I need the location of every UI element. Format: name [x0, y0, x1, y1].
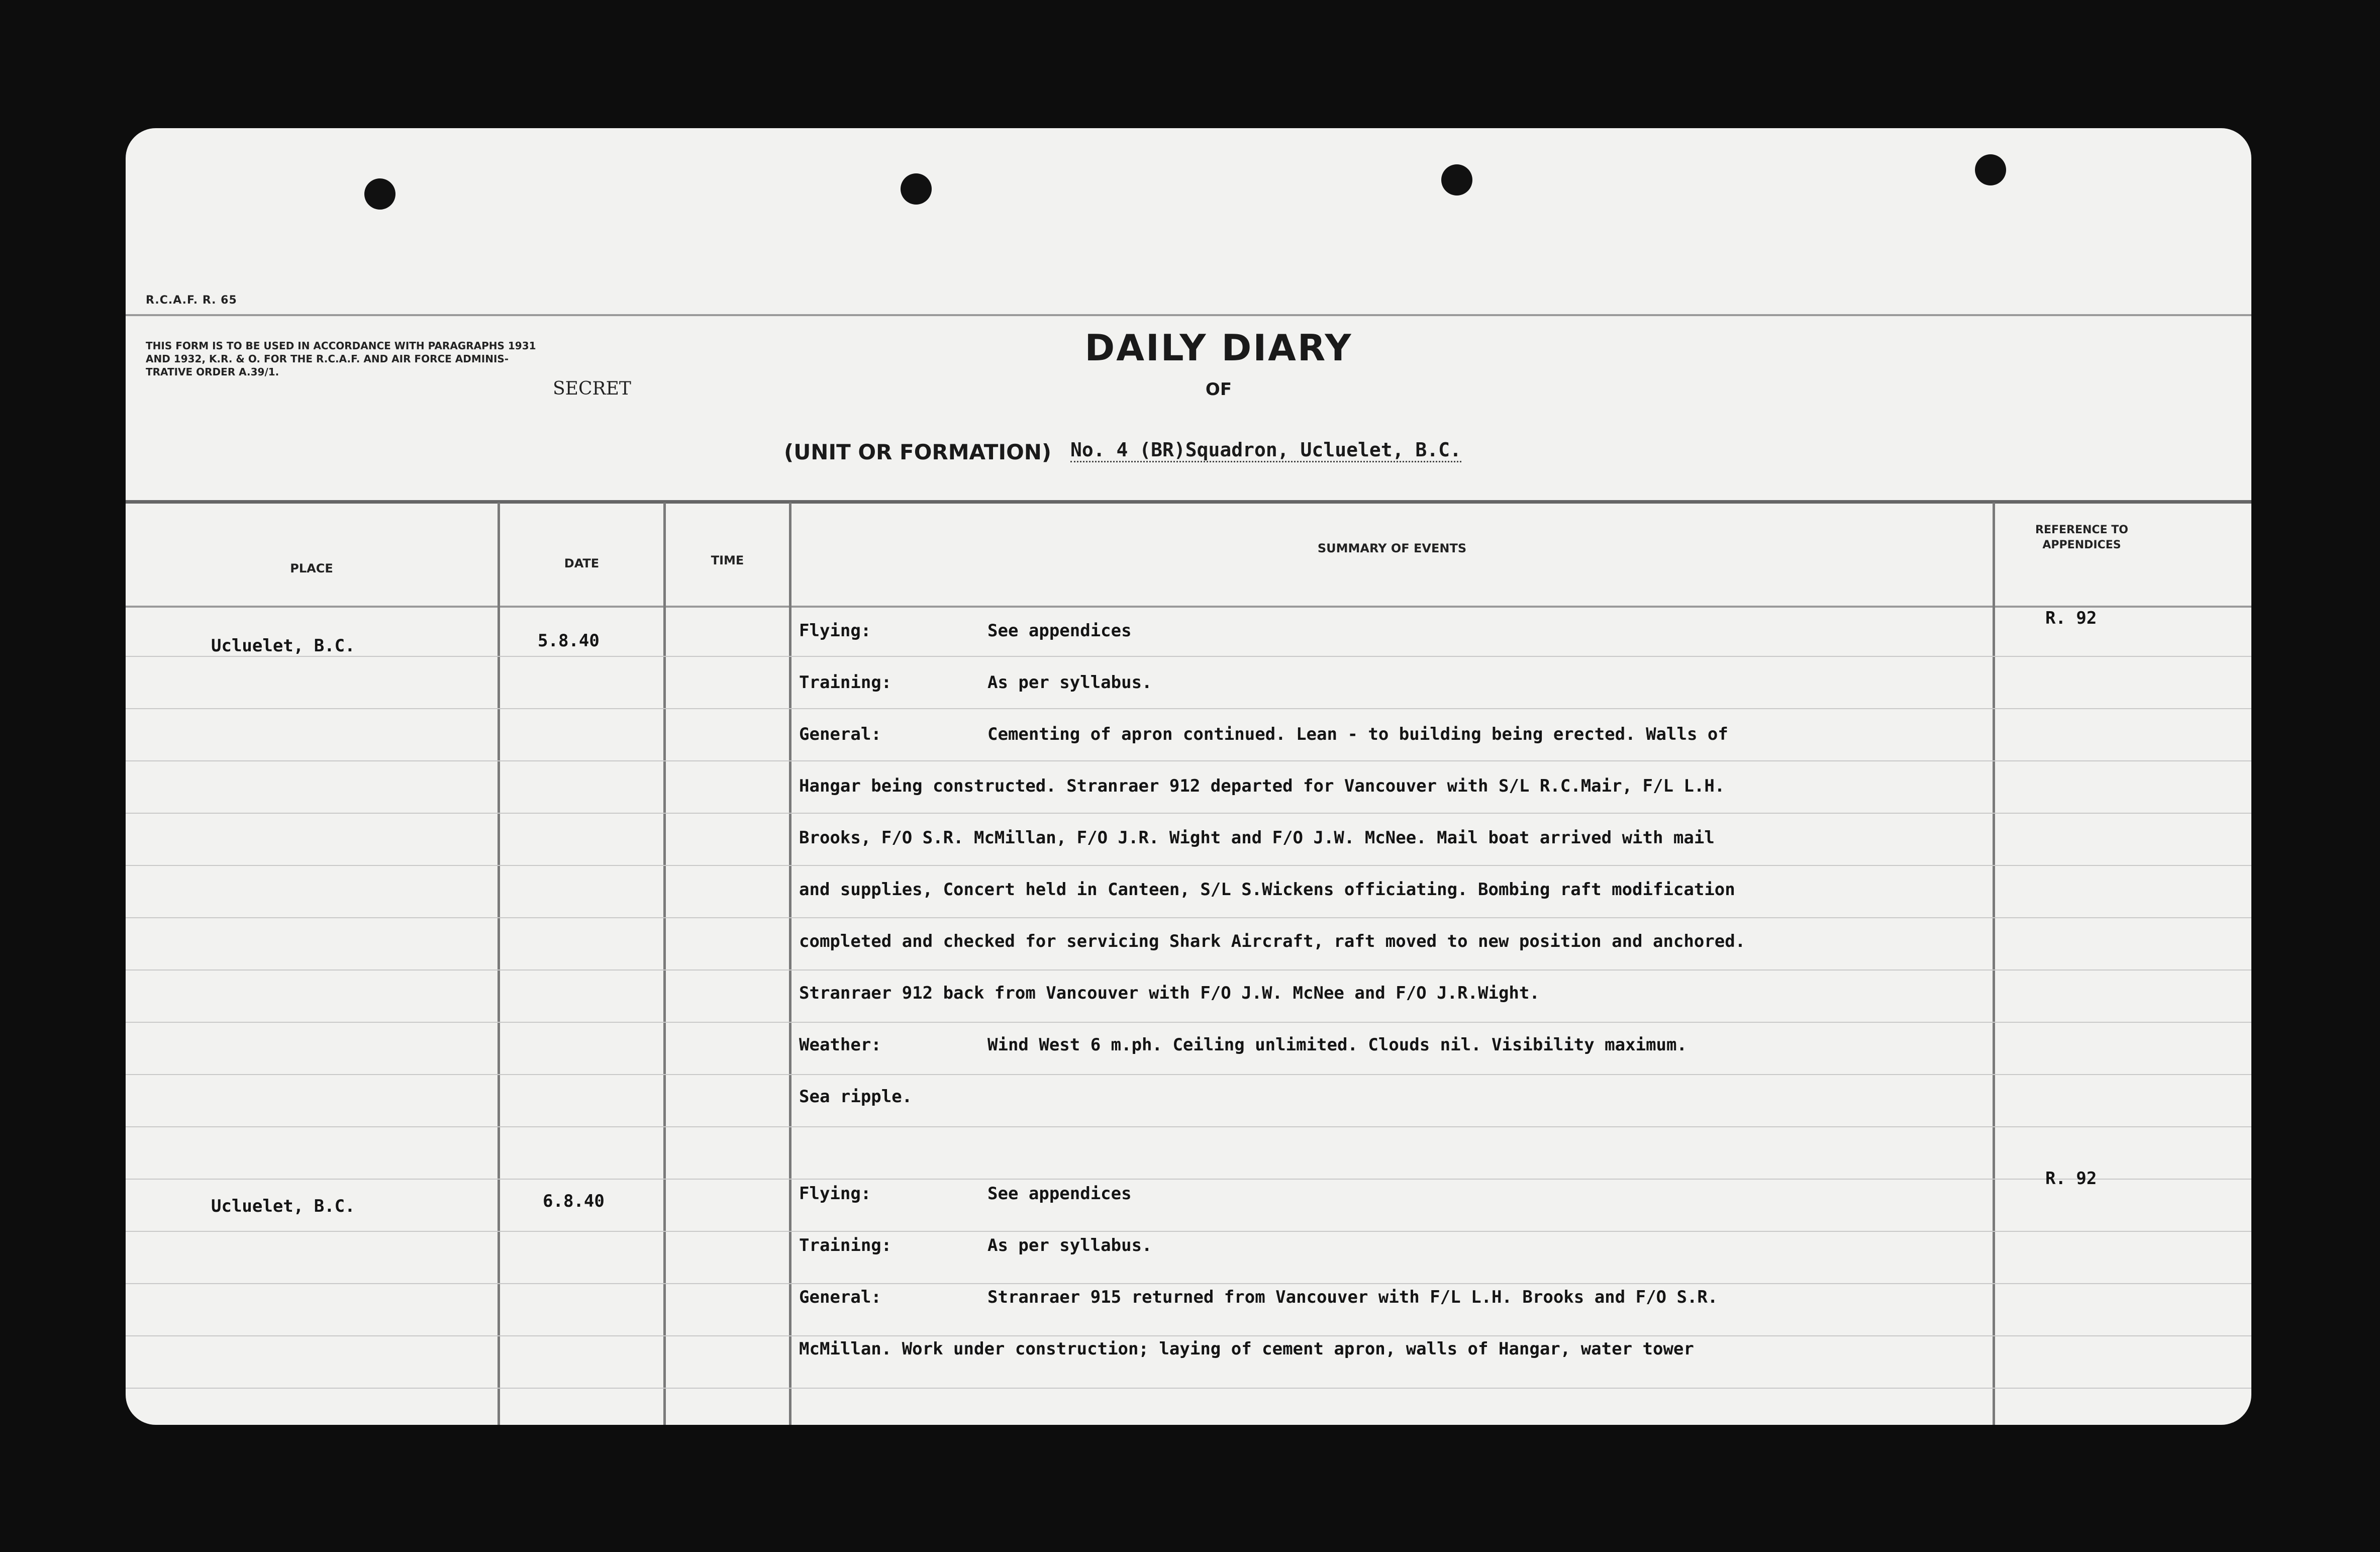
ruled-line: [126, 1283, 2251, 1284]
summary-line-label: Flying:: [799, 1184, 871, 1204]
column-header-date: DATE: [564, 556, 600, 570]
unit-value: No. 4 (BR)Squadron, Ucluelet, B.C.: [1070, 439, 1461, 462]
summary-line-text: See appendices: [987, 1184, 1132, 1204]
entry-1-reference: R. 92: [2045, 608, 2097, 628]
entry-1-place: Ucluelet, B.C.: [211, 636, 355, 656]
column-header-place: PLACE: [290, 561, 333, 575]
title-of: OF: [1205, 379, 1232, 400]
ruled-line: [126, 708, 2251, 709]
summary-line-text: Sea ripple.: [799, 1087, 913, 1107]
summary-line-label: General:: [799, 724, 881, 744]
form-instructions: THIS FORM IS TO BE USED IN ACCORDANCE WITH PARAGRAPHS 1931 AND 1932, K.R. & O. FOR THE R.C.A.F. AND AIR FORCE ADMINIS-TRATIVE ORDER A.39/1.: [146, 340, 536, 378]
ruled-line: [126, 1388, 2251, 1389]
summary-line-label: Training:: [799, 672, 892, 693]
summary-line-text: Stranraer 915 returned from Vancouver with F/L L.H. Brooks and F/O S.R.: [987, 1287, 1718, 1307]
summary-line-text: Brooks, F/O S.R. McMillan, F/O J.R. Wight and F/O J.W. McNee. Mail boat arrived with mail: [799, 828, 1715, 848]
summary-line-text: Cementing of apron continued. Lean - to building being erected. Walls of: [987, 724, 1728, 744]
ruled-line: [126, 1074, 2251, 1075]
summary-line-text: completed and checked for servicing Shark Aircraft, raft moved to new position and anchored.: [799, 931, 1746, 951]
ruled-line: [126, 865, 2251, 866]
ruled-line: [126, 656, 2251, 657]
column-header-time: TIME: [711, 553, 744, 567]
entry-1-date: 5.8.40: [538, 631, 600, 651]
column-divider-place: [498, 503, 500, 1425]
table-top-rule: [126, 500, 2251, 504]
punch-hole-4: [1975, 154, 2006, 185]
punch-hole-1: [364, 178, 395, 210]
summary-line-text: Wind West 6 m.ph. Ceiling unlimited. Clouds nil. Visibility maximum.: [987, 1035, 1687, 1055]
entry-2-reference: R. 92: [2045, 1169, 2097, 1189]
ruled-line: [126, 1231, 2251, 1232]
column-divider-summary: [1993, 503, 1995, 1425]
ruled-line: [126, 969, 2251, 971]
ruled-line: [126, 1022, 2251, 1023]
ruled-line: [126, 1179, 2251, 1180]
summary-line-text: and supplies, Concert held in Canteen, S/L S.Wickens officiating. Bombing raft modification: [799, 880, 1735, 900]
summary-line-label: General:: [799, 1287, 881, 1307]
ruled-line: [126, 1126, 2251, 1127]
column-header-rule: [126, 606, 2251, 608]
summary-line-label: Training:: [799, 1235, 892, 1255]
ruled-line: [126, 917, 2251, 918]
entry-2-date: 6.8.40: [543, 1191, 605, 1211]
summary-line-text: As per syllabus.: [987, 672, 1152, 693]
ruled-line: [126, 760, 2251, 761]
column-header-reference: REFERENCE TO APPENDICES: [2035, 524, 2128, 551]
summary-line-label: Flying:: [799, 621, 871, 641]
diary-page: [126, 128, 2251, 1425]
unit-label: (UNIT OR FORMATION): [784, 440, 1052, 464]
header-top-rule: [126, 314, 2251, 316]
column-divider-date: [663, 503, 666, 1425]
ruled-line: [126, 1335, 2251, 1336]
summary-line-text: McMillan. Work under construction; laying of cement apron, walls of Hangar, water tower: [799, 1339, 1694, 1359]
summary-line-text: See appendices: [987, 621, 1132, 641]
punch-hole-2: [901, 173, 932, 205]
entry-2-place: Ucluelet, B.C.: [211, 1196, 355, 1216]
summary-line-text: Stranraer 912 back from Vancouver with F/O J.W. McNee and F/O J.R.Wight.: [799, 983, 1540, 1003]
punch-hole-3: [1441, 164, 1472, 196]
form-code: R.C.A.F. R. 65: [146, 294, 237, 307]
column-divider-time: [789, 503, 791, 1425]
summary-line-text: Hangar being constructed. Stranraer 912 departed for Vancouver with S/L R.C.Mair, F/L L.H.: [799, 776, 1725, 796]
summary-line-text: As per syllabus.: [987, 1235, 1152, 1255]
column-header-summary: SUMMARY OF EVENTS: [1317, 541, 1467, 555]
classification-label: SECRET: [553, 378, 631, 399]
page-title: DAILY DIARY: [1084, 327, 1353, 369]
ruled-line: [126, 813, 2251, 814]
summary-line-label: Weather:: [799, 1035, 881, 1055]
